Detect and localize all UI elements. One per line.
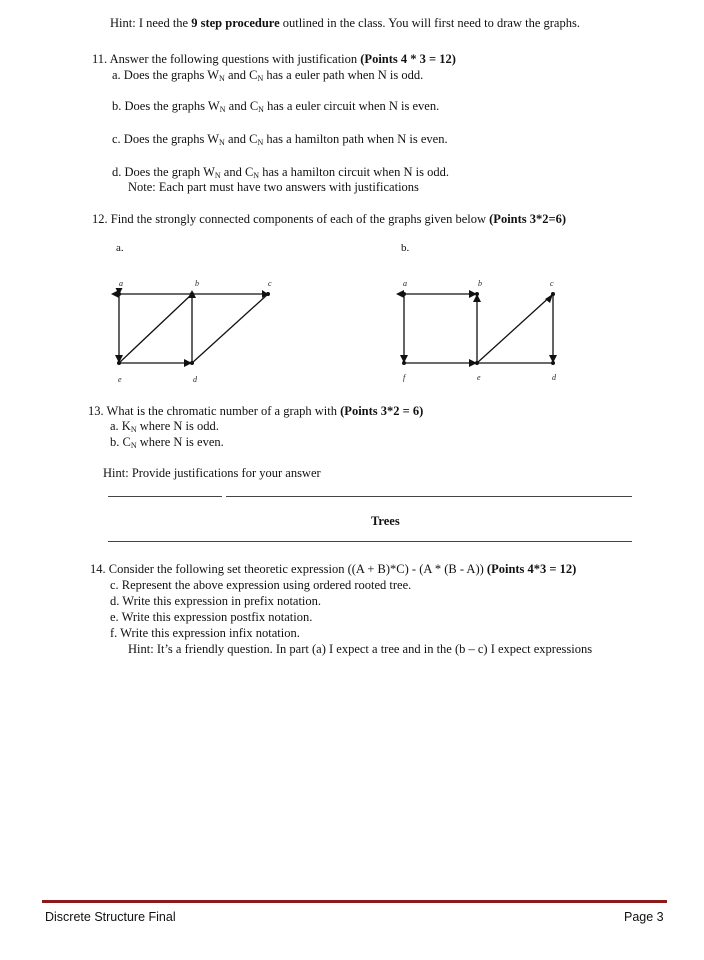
vertex-f [402,361,406,365]
vertex-label-b: b [478,279,482,288]
q14-title: 14. Consider the following set theoretic expression ((A + B)*C) - (A * (B - A)) (Points 4*3 = 12) [90,562,577,576]
vertex-label-c: c [550,279,554,288]
footer-title: Discrete Structure Final [45,910,176,924]
graph-b [390,270,575,390]
vertex-a [117,292,121,296]
vertex-e [117,361,121,365]
q14-item-f: f. Write this expression infix notation. [110,626,300,640]
q14-item-c: c. Represent the above expression using ordered rooted tree. [110,578,412,592]
vertex-label-f: f [403,373,406,382]
vertex-label-a: a [403,279,407,288]
vertex-b [475,292,479,296]
vertex-label-b: b [195,279,199,288]
q14-hint: Hint: It’s a friendly question. In part (a) I expect a tree and in the (b – c) I expect expressions [128,642,593,656]
vertex-label-d: d [193,375,197,384]
q11-title: 11. Answer the following questions with justification (Points 4 * 3 = 12) [92,52,456,66]
q13-title: 13. What is the chromatic number of a graph with (Points 3*2 = 6) [88,404,424,418]
section-title-trees: Trees [371,514,400,528]
graph-a [105,270,290,390]
divider-short [108,496,222,497]
q11-item-a: a. Does the graphs $W_N$ and $C_N$ has a euler path when N is odd. [112,68,424,83]
edge-d-c [192,294,268,363]
vertex-label-c: c [268,279,272,288]
q13-hint: Hint: Provide justifications for your answer [103,466,321,480]
q11-item-d: d. Does the graph $W_N$ and $C_N$ has a hamilton circuit when N is odd. [112,165,449,180]
vertex-label-a: a [119,279,123,288]
footer-rule [42,900,667,903]
vertex-label-d: d [552,373,556,382]
edge-e-b [119,294,192,363]
graph-a-label: a. [116,242,124,254]
q14-item-e: e. Write this expression postfix notation. [110,610,313,624]
q11-item-c: c. Does the graphs $W_N$ and $C_N$ has a hamilton path when N is even. [112,132,448,147]
q11-note: Note: Each part must have two answers with justifications [128,180,419,194]
page-number: Page 3 [624,910,664,924]
vertex-d [190,361,194,365]
q13-item-a: a. $K_N$ where N is odd. [110,419,219,434]
divider-long [226,496,632,497]
divider-section [108,541,632,542]
edge-e-c [477,294,553,363]
q13-item-b: b. $C_N$ where N is even. [110,435,224,450]
q11-item-b: b. Does the graphs $W_N$ and $C_N$ has a euler circuit when N is even. [112,99,440,114]
vertex-c [551,292,555,296]
vertex-c [266,292,270,296]
q14-item-d: d. Write this expression in prefix notation. [110,594,322,608]
vertex-a [402,292,406,296]
vertex-e [475,361,479,365]
q12-title: 12. Find the strongly connected components of each of the graphs given below (Points 3*2=6) [92,212,567,226]
top-hint: Hint: I need the 9 step procedure outlined in the class. You will first need to draw the graphs. [110,16,580,30]
graph-b-label: b. [401,242,410,254]
vertex-label-e: e [118,375,122,384]
vertex-d [551,361,555,365]
vertex-b [190,292,194,296]
vertex-label-e: e [477,373,481,382]
